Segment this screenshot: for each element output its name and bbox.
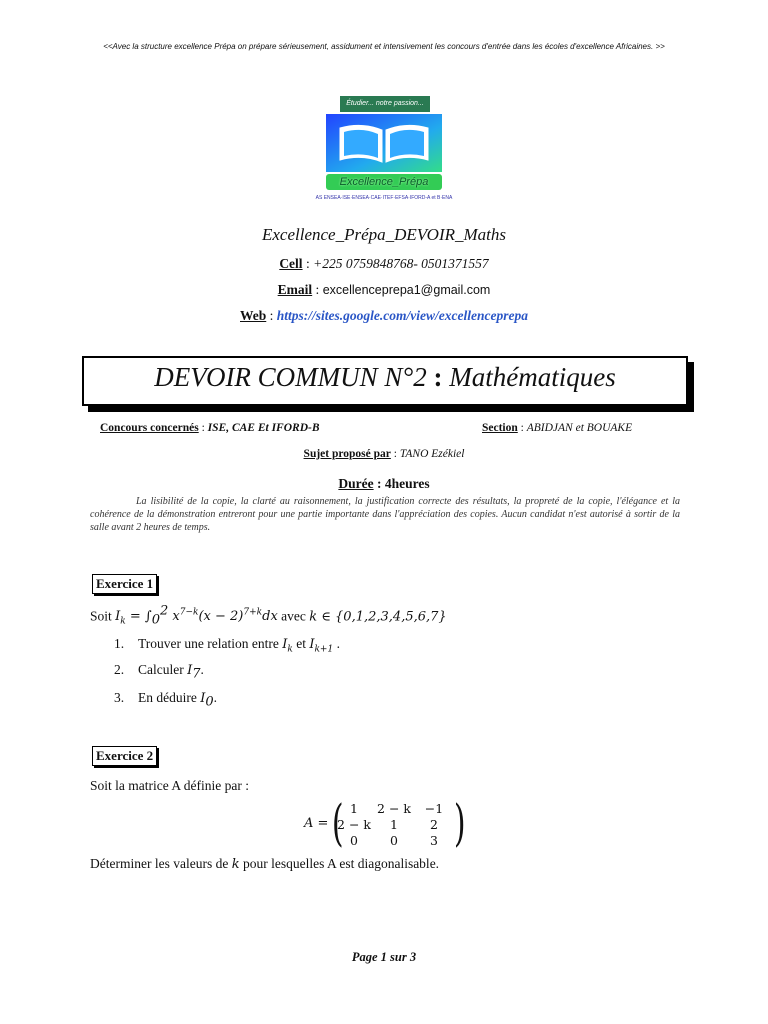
matrix-cell: 1 [390,817,398,832]
exercise-1-heading: Exercice 1 [92,574,157,594]
logo-name: Excellence_Prépa [326,174,442,190]
email-label: Email [277,282,313,297]
math-i7: $I_7$ [187,663,201,682]
left-parenthesis: ( [331,794,344,852]
k-domain: k ∈ {0,1,2,3,4,5,6,7} [309,609,447,625]
open-book-icon [326,114,442,172]
instructions-paragraph: La lisibilité de la copie, la clarté au raisonnement, la justification correcte des résultats, la propreté de la copie, l'élégance et la cohérence de la démonstration entreront pour une partie importante dans l'appréciation des copies. Aucun candidat n'est autorisé à sortir de la salle avant 2 heures de temps. [90,496,680,533]
section-value: ABIDJAN et BOUAKE [526,422,633,434]
page-number: Page 1 sur 3 [351,950,417,964]
cell-value: +225 0759848768- 0501371557 [313,256,489,271]
question-number: 3. [114,690,125,705]
web-line: Web : https://sites.google.com/view/excellenceprepa [240,308,528,323]
exercise-2-heading: Exercice 2 [92,746,157,766]
matrix-cell: 3 [430,833,438,848]
question-text: Calculer [138,662,184,677]
exercise-1-question-1: 1. Trouver une relation entre $I_k$ et $I_{k+1}$ . [114,636,340,655]
email-link[interactable]: excellenceprepa1@gmail.com [322,283,491,297]
exam-title: DEVOIR COMMUN N°2 : Mathématiques [154,362,616,392]
sujet-label: Sujet proposé par [303,448,391,460]
exercise-1-question-2: 2. Calculer $I_7$. [114,662,204,682]
question-number: 1. [114,636,125,651]
matrix-label: A = [304,816,329,831]
matrix-cell: 0 [390,833,398,848]
math-i0: $I_0$ [200,691,214,710]
sujet-line: Sujet proposé par : TANO Ezékiel [303,448,465,460]
brand-title: Excellence_Prépa_DEVOIR_Maths [261,225,506,244]
exam-title-box [82,356,688,406]
math-ik: $I_k$ [282,637,293,655]
matrix-cell: 2 − k [377,801,411,816]
matrix-cell: −1 [424,801,444,816]
concours-value: ISE, CAE Et IFORD-B [207,422,320,434]
duree-line: Durée : 4heures [338,476,430,491]
exam-title-subject: Mathématiques [449,362,616,392]
matrix-cell: 1 [350,801,358,816]
exercise-1-question-3: 3. En déduire $I_0$. [114,690,218,710]
matrix-cell: 2 [430,817,438,832]
section-line: Section : ABIDJAN et BOUAKE [482,422,633,434]
excellence-prepa-logo [310,96,458,210]
header-tagline: <<Avec la structure excellence Prépa on prépare sérieusement, assidument et intensivement les concours d'entrée dans les écoles d'excellence Africaines. >> [103,42,665,51]
exercise-2-question-prefix: Déterminer les valeurs de [90,856,229,871]
question-text: En déduire [138,690,197,705]
math-k: k [231,857,240,872]
question-connector: et [296,636,306,651]
exercise-1-intro-prefix: Soit [90,608,112,624]
email-line: Email : excellenceprepa1@gmail.com [277,282,491,297]
duree-label: Durée [338,476,374,491]
matrix-cell: 2 − k [337,817,371,832]
web-link[interactable]: https://sites.google.com/view/excellenceprepa [276,308,528,323]
exercise-2-intro: Soit la matrice A définie par : [90,778,249,793]
question-text: Trouver une relation entre [138,636,279,651]
concours-label: Concours concernés [100,422,199,434]
sujet-value: TANO Ezékiel [399,448,465,460]
exercise-1-intro-connector: avec [281,608,306,624]
logo-slogan: Étudier... notre passion... [340,96,430,112]
exercise-1-intro [90,604,447,628]
exam-title-main: DEVOIR COMMUN N°2 [154,362,434,392]
right-parenthesis: ) [453,794,466,852]
integral-definition: $I_k = \int_0^2$ $x^{7-k}(x - 2)^{7+k}dx$ [115,604,278,628]
duree-value: 4heures [384,476,430,491]
logo-subtitle: AS ENSEA·ISE·ENSEA·CAE·ITEF·EFSA·IFORD-A et B·ENA [315,195,453,201]
question-number: 2. [114,662,125,677]
web-label: Web [240,308,267,323]
matrix-cell: 0 [350,833,358,848]
concours-line: Concours concernés : ISE, CAE Et IFORD-B [100,422,320,434]
cell-label: Cell [279,256,303,271]
exercise-2-question [90,856,439,872]
math-ik-plus-1: $I_{k+1}$ [309,637,334,655]
cell-line: Cell : +225 0759848768- 0501371557 [279,256,489,271]
section-label: Section [482,422,518,434]
exercise-2-question-suffix: pour lesquelles A est diagonalisable. [242,856,440,871]
